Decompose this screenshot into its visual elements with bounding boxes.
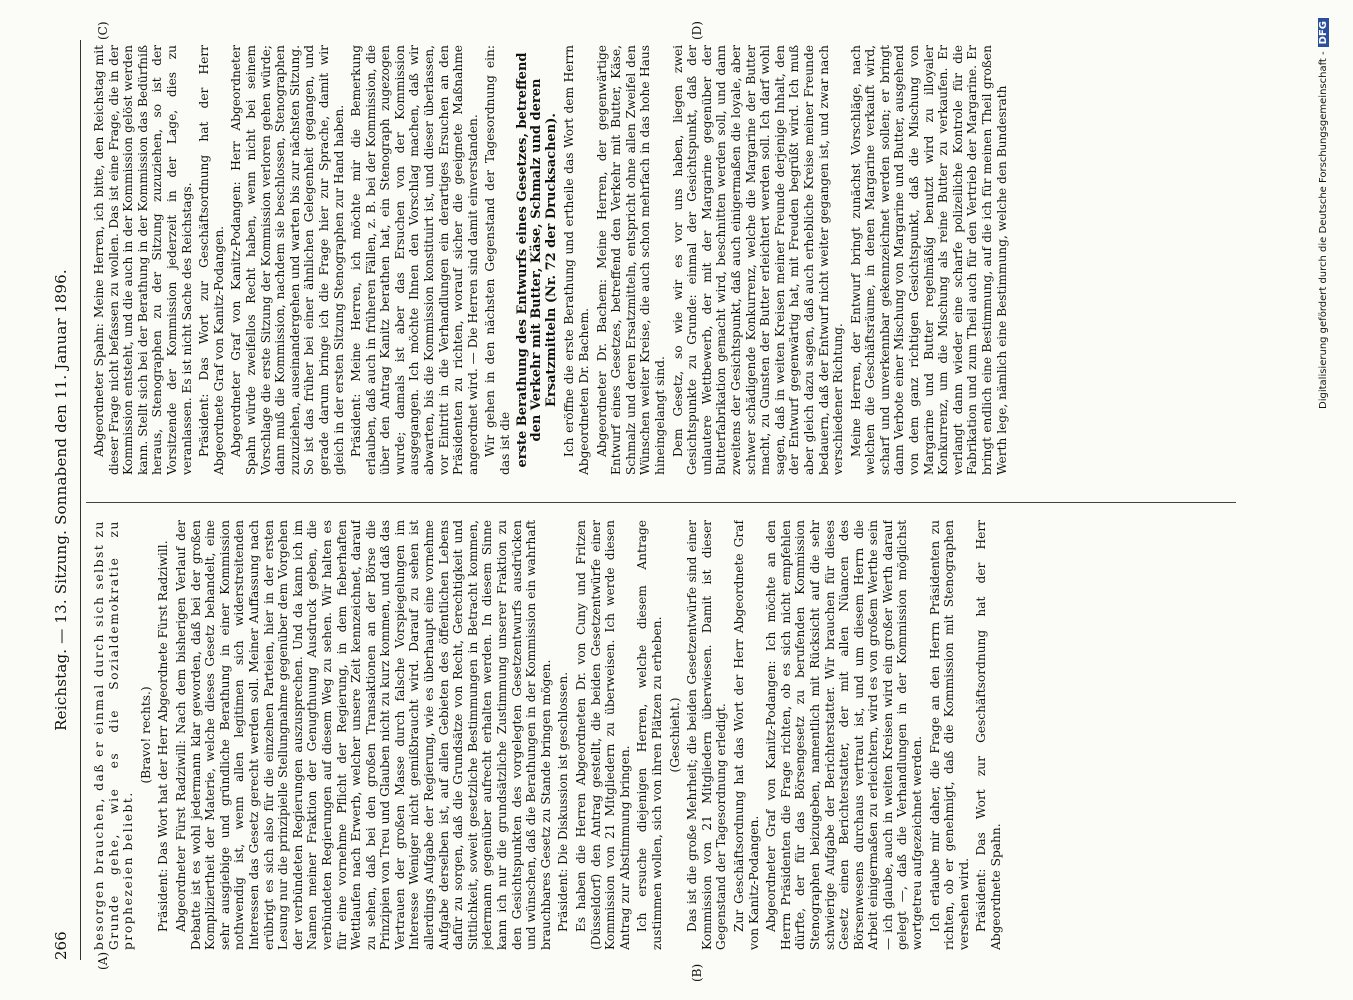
paragraph: Meine Herren, der Entwurf bringt zunächst Vorschläge, nach welchen die Geschäftsräume, in denen Margarine verkauft wird, scharf und unverkennbar gekennzeichnet werden sollen; er bringt dann Verbote einer Mischung von Margarine und Butter, ausgehend von dem ganz richtigen Gesichtspunkt, daß die Mischung von Margarine und Butter regelmäßig benutzt wird zu illoyaler Konkurrenz, um die Mischung als reine Butter zu verkaufen. Er verlangt dann wieder eine scharfe polizeiliche Kontrole für die Fabrikation und zum Theil auch für den Vertrieb der Margarine. Er bringt endlich eine Bestimmung, auf die ich für meinen Theil großen Werth lege, nämlich eine Bestimmung, welche den Bundesrath xyxy=(848,45,1009,475)
header-rule xyxy=(80,40,81,960)
right-column xyxy=(92,45,1212,475)
margin-letter-d: (D) xyxy=(690,21,704,40)
paragraph: Abgeordneter Dr. Bachem: Meine Herren, der gegenwärtige Entwurf eines Gesetzes, betreffend den Verkehr mit Butter, Käse, Schmalz und deren Ersatzmitteln, entspricht ohne allen Zweifel den Wünschen weiter Kreise, die auch schon mehrfach in das hohe Haus hineingelangt sind. xyxy=(594,45,667,475)
paragraph: Zur Geschäftsordnung hat das Wort der Herr Abgeordnete Graf von Kanitz-Podangen. xyxy=(731,520,761,950)
paragraph: Abgeordneter Graf von Kanitz-Podangen: Ich möchte an den Herrn Präsidenten die Frage richten, ob es sich nicht empfehlen dürfte, der für das Börsengesetz zu berufenden Kommission Stenographen beizugeben, namentlich mit Rücksicht auf die sehr schwierige Aufgabe der Berichterstatter. Wir brauchen für dieses Gesetz einen Berichterstatter, der mit allen Nüancen des Börsenwesens durchaus vertraut ist, und um diesem Herrn die Arbeit einigermaßen zu erleichtern, wird es von großem Werthe sein — ich glaube, auch in weiten Kreisen wird ein großer Werth darauf gelegt —, daß die Verhandlungen in der Kommission möglichst wortgetreu aufgezeichnet werden. xyxy=(764,520,925,950)
paragraph: Präsident: Das Wort zur Geschäftsordnung hat der Herr Abgeordnete Graf von Kanitz-Podangen. xyxy=(197,45,226,475)
paragraph: Abgeordneter Graf von Kanitz-Podangen: Herr Abgeordneter Spahn würde zweifellos Recht haben, wenn nicht bei seinem Vorschlage die erste Sitzung der Kommission verloren gehen würde; dann muß die Kommission, nachdem sie beschlossen, Stenographen zuzuziehen, auseinandergehen und warten bis zur nächsten Sitzung. So ist das früher bei einer ähnlichen Gelegenheit gegangen, und gerade darum bringe ich die Frage hier zur Sprache, damit wir gleich in der ersten Sitzung Stenographen zur Hand haben. xyxy=(229,45,346,475)
digitization-credit xyxy=(1318,0,1329,1000)
paragraph: Ich ersuche diejenigen Herren, welche diesem Antrage zustimmen wollen, sich von ihren Plätzen zu erheben. xyxy=(635,520,664,950)
margin-letter-b: (B) xyxy=(690,963,704,982)
page-title: Reichstag. — 13. Sitzung. Sonnabend den 11. Januar 1896. xyxy=(52,269,70,731)
paragraph: Präsident: Das Wort zur Geschäftsordnung hat der Herr Abgeordnete Spahn. xyxy=(974,520,1004,950)
margin-letter-c: (C) xyxy=(96,21,110,40)
paragraph: Dem Gesetz, so wie wir es vor uns haben, liegen zwei Gesichtspunkte zu Grunde: einmal der Gesichtspunkt, daß der unlautere Wettbewerb, der mit der Margarine gegenüber der Butterfabrikation gemacht wird, beschnitten werden soll, und dann zweitens der Gesichtspunkt, daß auch einigermaßen die loyale, aber schwer schädigende Konkurrenz, welche die Margarine der Butter macht, zu Gunsten der Butter erleichtert werden soll. Ich darf wohl sagen, daß in weiten Kreisen meiner Freunde derjenige Inhalt, den der Entwurf gegenwärtig hat, mit Freuden begrüßt wird. Ich muß aber gleich dazu sagen, daß auch erhebliche Kreise meiner Freunde bedauern, daß der Entwurf nicht weiter gegangen ist, und zwar nach verschiedener Richtung. xyxy=(670,45,846,475)
credit-text: Digitalisierung gefördert durch die Deutsche Forschungsgemeinschaft - xyxy=(1318,51,1329,409)
paragraph: Ich eröffne die erste Berathung und ertheile das Wort dem Herrn Abgeordneten Dr. Bachem. xyxy=(562,45,591,475)
margin-letter-a: (A) xyxy=(96,951,110,970)
paragraph: (Bravo! rechts.) xyxy=(138,686,153,784)
paragraph: Wir gehen in den nächsten Gegenstand der Tagesordnung ein: das ist die xyxy=(483,45,513,475)
paragraph: Es haben die Herren Abgeordneten Dr. von Cuny und Fritzen (Düsseldorf) den Antrag gestellt, die beiden Gesetzentwürfe einer Kommission von 21 Mitgliedern zu überweisen. Ich werde diesen Antrag zur Abstimmung bringen. xyxy=(574,520,632,950)
paragraph: Präsident: Die Diskussion ist geschlossen. xyxy=(556,671,571,932)
paragraph: Das ist die große Mehrheit; die beiden Gesetzentwürfe sind einer Kommission von 21 Mitgliedern überwiesen. Damit ist dieser Gegenstand der Tagesordnung erledigt. xyxy=(685,520,729,950)
agenda-heading: erste Berathung des Entwurfs eines Gesetzes, betreffend den Verkehr mit Butter, Käse, Schmalz und deren Ersatzmitteln (Nr. 72 der Drucksachen). xyxy=(514,52,559,468)
paragraph: besorgen brauchen, daß er einmal durch sich selbst zu Grunde gehe, wie es die Sozialdemokratie zu prophezeien beliebt. xyxy=(92,520,136,950)
page-header xyxy=(52,40,76,960)
column-divider xyxy=(86,502,1236,503)
paragraph: Präsident: Meine Herren, ich möchte mir die Bemerkung erlauben, daß auch in früheren Fällen, z. B. bei der Kommission, die über den Antrag Kanitz berathen hat, ein Stenograph zugezogen wurde; damals ist aber das Ersuchen von der Kommission ausgegangen. Ich möchte Ihnen den Vorschlag machen, daß wir abwarten, bis die Kommission konstituirt ist, und dieser überlassen, vor Eintritt in die Verhandlungen ein derartiges Ersuchen an den Präsidenten zu richten, worauf sicher die geeignete Maßnahme angeordnet wird. — Die Herren sind damit einverstanden. xyxy=(349,45,480,475)
paragraph: Abgeordneter Spahn: Meine Herren, ich bitte, den Reichstag mit dieser Frage nicht befassen zu wollen. Das ist eine Frage, die in der Kommission entsteht, und die auch in der Kommission gelöst werden kann. Stellt sich bei der Berathung in der Kommission das Bedürfniß heraus, Stenographen zu der Sitzung zuzuziehen, so ist der Vorsitzende der Kommission jederzeit in der Lage, dies zu veranlassen. Es ist nicht Sache des Reichstags. xyxy=(92,45,194,475)
page-number: 266 xyxy=(52,931,70,960)
paragraph: Präsident: Das Wort hat der Herr Abgeordnete Fürst Radziwill. xyxy=(156,540,171,932)
paragraph: (Geschieht.) xyxy=(667,697,682,773)
left-column xyxy=(92,520,1212,950)
paragraph: Ich erlaube mir daher, die Frage an den Herrn Präsidenten zu richten, ob er genehmigt, daß die Kommission mit Stenographen versehen wird. xyxy=(927,520,971,950)
paragraph: Abgeordneter Fürst Radziwill: Nach dem bisherigen Verlauf der Debatte ist es wohl jedermann klar geworden, daß bei der großen Kompliziertheit der Materie, welche dieses Gesetz behandelt, eine sehr ausgiebige und gründliche Berathung in einer Kommission nothwendig ist, wenn allen legitimen sich widerstreitenden Interessen das Gesetz gerecht werden soll. Meiner Auffassung nach erübrigt es sich also für die einzelnen Parteien, hier in der ersten Lesung nur die prinzipielle Stellungnahme gegenüber dem Vorgehen der verbündeten Regierungen auszusprechen. Und da kann ich im Namen meiner Fraktion der Genugthuung Ausdruck geben, die verbündeten Regierungen auf diesem Weg zu sehen. Wir halten es für eine vornehme Pflicht der Regierung, in dem fieberhaften Wettlaufen nach Erwerb, welcher unsere Zeit kennzeichnet, darauf zu sehen, daß bei den großen Transaktionen an der Börse die Prinzipien von Treu und Glauben nicht zu kurz kommen, und daß das Vertrauen der großen Masse durch falsche Vorspiegelungen im Interesse Weniger nicht gemißbraucht wird. Darauf zu sehen ist allerdings Aufgabe der Regierung, wie es überhaupt eine vornehme Aufgabe derselben ist, auf allen Gebieten des öffentlichen Lebens dafür zu sorgen, daß die Grundsätze von Recht, Gerechtigkeit und Sittlichkeit, soweit gesetzliche Bestimmungen in Betracht kommen, jedermann gegenüber aufrecht erhalten werden. In diesem Sinne kann ich nur die grundsätzliche Zustimmung unserer Fraktion zu den Gesichtspunkten des vorgelegten Gesetzentwurfs ausdrücken und wünschen, daß die Berathungen in der Kommission ein wahrhaft brauchbares Gesetz zu Stande bringen mögen. xyxy=(173,520,553,950)
dfg-logo: DFG xyxy=(1318,18,1329,47)
